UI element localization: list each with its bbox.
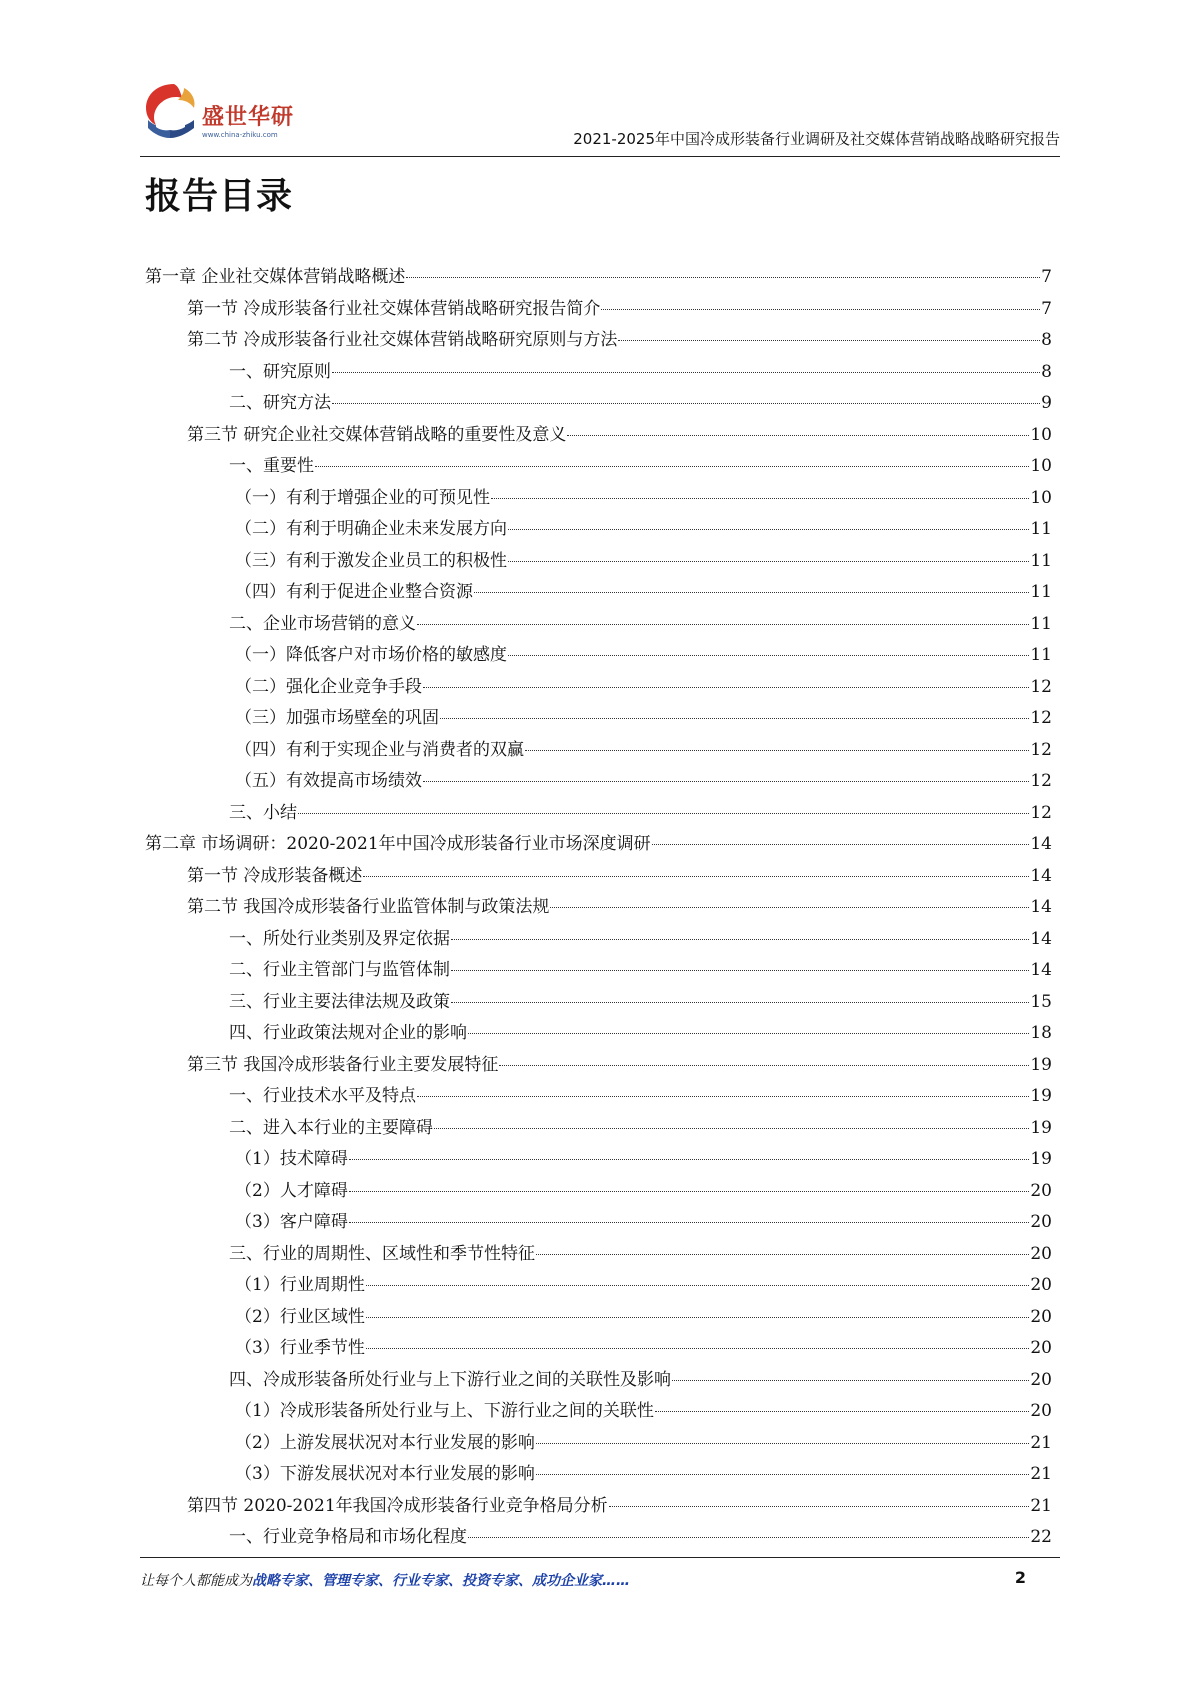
toc-entry-page: 7	[1041, 267, 1052, 287]
toc-entry-title: （三）加强市场壁垒的巩固	[235, 708, 439, 728]
toc-entry-title: （3）行业季节性	[235, 1338, 365, 1358]
toc-dot-leader	[332, 372, 1040, 373]
toc-dot-leader	[468, 1537, 1029, 1538]
toc-entry-title: （一）有利于增强企业的可预见性	[235, 487, 490, 508]
toc-entry-page: 20	[1030, 1338, 1052, 1358]
toc-entry[interactable]	[145, 1333, 1052, 1365]
toc-dot-leader	[363, 876, 1029, 877]
toc-entry-page: 12	[1030, 676, 1052, 697]
toc-entry-page: 21	[1030, 1495, 1052, 1516]
toc-entry[interactable]	[145, 388, 1052, 420]
toc-entry-title: （3）下游发展状况对本行业发展的影响	[235, 1464, 535, 1484]
toc-entry-page: 20	[1030, 1369, 1052, 1390]
toc-entry-title: 第一章 企业社交媒体营销战略概述	[145, 267, 406, 287]
toc-dot-leader	[451, 1002, 1029, 1003]
toc-entry-page: 12	[1030, 708, 1052, 728]
toc-dot-leader	[499, 1065, 1029, 1066]
toc-entry-page: 20	[1030, 1243, 1052, 1264]
toc-dot-leader	[536, 1474, 1030, 1475]
logo-emblem-icon	[140, 78, 204, 144]
toc-entry[interactable]	[145, 1522, 1052, 1554]
toc-entry-page: 11	[1030, 519, 1052, 539]
toc-dot-leader	[451, 970, 1029, 971]
toc-entry-title: （3）客户障碍	[235, 1212, 348, 1232]
toc-entry-page: 21	[1030, 1432, 1052, 1453]
toc-entry-title: 四、行业政策法规对企业的影响	[229, 1023, 467, 1043]
toc-dot-leader	[601, 309, 1040, 310]
toc-dot-leader	[366, 1317, 1030, 1318]
toc-dot-leader	[366, 1285, 1030, 1286]
toc-entry[interactable]	[145, 262, 1052, 294]
toc-entry[interactable]	[145, 1018, 1052, 1050]
toc-entry-title: 一、重要性	[229, 456, 314, 476]
toc-dot-leader	[417, 624, 1029, 625]
toc-dot-leader	[609, 1506, 1030, 1507]
footer-divider	[140, 1557, 1060, 1558]
toc-entry[interactable]	[145, 1207, 1052, 1239]
toc-entry[interactable]	[145, 798, 1052, 830]
toc-entry[interactable]	[145, 987, 1052, 1019]
toc-entry-title: 第二节 我国冷成形装备行业监管体制与政策法规	[187, 897, 550, 917]
toc-dot-leader	[349, 1191, 1030, 1192]
toc-entry[interactable]	[145, 861, 1052, 893]
toc-entry-title: 第二节 冷成形装备行业社交媒体营销战略研究原则与方法	[187, 330, 618, 350]
toc-dot-leader	[423, 781, 1029, 782]
toc-entry-page: 20	[1030, 1275, 1052, 1295]
toc-entry-title: 二、研究方法	[229, 393, 331, 413]
toc-entry-title: 二、企业市场营销的意义	[229, 613, 416, 634]
toc-entry-title: （2）人才障碍	[235, 1180, 348, 1201]
toc-entry[interactable]	[145, 640, 1052, 672]
toc-entry[interactable]	[145, 1113, 1052, 1145]
logo-url: www.china-zhiku.com	[202, 131, 278, 139]
toc-dot-leader	[508, 561, 1029, 562]
toc-entry[interactable]	[145, 294, 1052, 326]
toc-entry[interactable]	[145, 1270, 1052, 1302]
logo-name: 盛世华研	[202, 105, 295, 130]
toc-entry-page: 14	[1030, 897, 1052, 917]
toc-entry-page: 14	[1030, 865, 1052, 886]
toc-dot-leader	[525, 750, 1029, 751]
toc-entry-page: 19	[1030, 1117, 1052, 1138]
toc-dot-leader	[315, 466, 1029, 467]
toc-entry-title: 第一节 冷成形装备概述	[187, 865, 363, 886]
toc-entry-title: 第三节 研究企业社交媒体营销战略的重要性及意义	[187, 424, 567, 445]
toc-entry[interactable]	[145, 735, 1052, 767]
toc-entry[interactable]	[145, 1050, 1052, 1082]
toc-dot-leader	[468, 1033, 1029, 1034]
toc-entry[interactable]	[145, 703, 1052, 735]
toc-dot-leader	[655, 1411, 1030, 1412]
toc-dot-leader	[298, 813, 1029, 814]
toc-entry-title: 三、行业主要法律法规及政策	[229, 991, 450, 1012]
toc-dot-leader	[672, 1380, 1029, 1381]
header-divider	[140, 156, 1060, 157]
toc-entry-title: 第四节 2020-2021年我国冷成形装备行业竞争格局分析	[187, 1495, 608, 1516]
toc-entry-title: （二）强化企业竞争手段	[235, 676, 422, 697]
toc-entry-title: （1）冷成形装备所处行业与上、下游行业之间的关联性	[235, 1401, 654, 1421]
toc-entry-title: （1）行业周期性	[235, 1275, 365, 1295]
toc-entry-page: 9	[1041, 393, 1052, 413]
page-number: 2	[1014, 1568, 1026, 1587]
toc-dot-leader	[451, 939, 1029, 940]
toc-entry[interactable]	[145, 955, 1052, 987]
toc-entry-title: 第一节 冷成形装备行业社交媒体营销战略研究报告简介	[187, 298, 601, 319]
toc-entry[interactable]	[145, 1302, 1052, 1334]
toc-entry-title: 二、行业主管部门与监管体制	[229, 960, 450, 980]
toc-dot-leader	[423, 687, 1029, 688]
toc-dot-leader	[508, 529, 1029, 530]
toc-entry-title: （五）有效提高市场绩效	[235, 771, 422, 791]
toc-dot-leader	[652, 844, 1030, 845]
toc-entry-page: 7	[1041, 298, 1052, 319]
toc-dot-leader	[618, 340, 1040, 341]
toc-dot-leader	[332, 403, 1040, 404]
toc-entry-page: 10	[1030, 456, 1052, 476]
page-header	[140, 78, 1060, 158]
toc-entry-page: 11	[1030, 645, 1052, 665]
toc-entry[interactable]	[145, 420, 1052, 452]
toc-entry-page: 10	[1030, 424, 1052, 445]
toc-entry[interactable]	[145, 577, 1052, 609]
report-title: 2021-2025年中国冷成形装备行业调研及社交媒体营销战略战略研究报告	[573, 130, 1060, 148]
footer-slogan	[140, 1570, 630, 1590]
toc-entry-title: 二、进入本行业的主要障碍	[229, 1117, 433, 1138]
toc-entry-title: 第二章 市场调研：2020-2021年中国冷成形装备行业市场深度调研	[145, 834, 651, 854]
toc-entry[interactable]	[145, 609, 1052, 641]
toc-entry-title: 四、冷成形装备所处行业与上下游行业之间的关联性及影响	[229, 1369, 671, 1390]
toc-entry-title: （一）降低客户对市场价格的敏感度	[235, 645, 507, 665]
toc-entry-title: （二）有利于明确企业未来发展方向	[235, 519, 507, 539]
company-logo	[140, 78, 320, 148]
toc-entry-title: 一、行业技术水平及特点	[229, 1086, 416, 1106]
toc-entry-title: （四）有利于实现企业与消费者的双赢	[235, 739, 524, 760]
toc-entry-title: （四）有利于促进企业整合资源	[235, 582, 473, 602]
toc-entry[interactable]	[145, 451, 1052, 483]
toc-entry-page: 18	[1030, 1023, 1052, 1043]
toc-entry[interactable]	[145, 1081, 1052, 1113]
toc-dot-leader	[536, 1254, 1029, 1255]
toc-entry[interactable]	[145, 514, 1052, 546]
toc-entry[interactable]	[145, 1491, 1052, 1523]
toc-dot-leader	[550, 907, 1029, 908]
toc-dot-leader	[491, 498, 1029, 499]
toc-entry[interactable]	[145, 1176, 1052, 1208]
toc-entry[interactable]	[145, 1396, 1052, 1428]
toc-entry-page: 20	[1030, 1180, 1052, 1201]
toc-dot-leader	[434, 1128, 1029, 1129]
toc-entry-title: （三）有利于激发企业员工的积极性	[235, 550, 507, 571]
toc-dot-leader	[474, 592, 1029, 593]
toc-entry-page: 21	[1030, 1464, 1052, 1484]
toc-dot-leader	[406, 277, 1040, 278]
toc-entry-page: 15	[1030, 991, 1052, 1012]
toc-entry-title: 一、所处行业类别及界定依据	[229, 928, 450, 949]
footer-slogan-prefix: 让每个人都能成为	[140, 1573, 252, 1589]
toc-entry[interactable]	[145, 546, 1052, 578]
toc-entry[interactable]	[145, 829, 1052, 861]
toc-dot-leader	[417, 1096, 1029, 1097]
toc-entry[interactable]	[145, 924, 1052, 956]
toc-entry[interactable]	[145, 1428, 1052, 1460]
toc-dot-leader	[349, 1222, 1030, 1223]
toc-entry-page: 19	[1030, 1086, 1052, 1106]
toc-entry-title: 三、行业的周期性、区域性和季节性特征	[229, 1243, 535, 1264]
toc-entry-title: 第三节 我国冷成形装备行业主要发展特征	[187, 1054, 499, 1075]
toc-entry-page: 10	[1030, 487, 1052, 508]
toc-entry[interactable]	[145, 1144, 1052, 1176]
toc-entry-page: 20	[1030, 1401, 1052, 1421]
toc-dot-leader	[366, 1348, 1030, 1349]
toc-entry-page: 12	[1030, 771, 1052, 791]
toc-entry[interactable]	[145, 766, 1052, 798]
toc-entry-title: 一、行业竞争格局和市场化程度	[229, 1527, 467, 1547]
toc-entry-page: 19	[1030, 1149, 1052, 1169]
toc-entry-page: 14	[1030, 960, 1052, 980]
toc-dot-leader	[349, 1159, 1030, 1160]
toc-entry-page: 11	[1030, 582, 1052, 602]
toc-entry[interactable]	[145, 1459, 1052, 1491]
toc-dot-leader	[536, 1443, 1030, 1444]
toc-entry[interactable]	[145, 892, 1052, 924]
toc-entry-page: 22	[1030, 1527, 1052, 1547]
toc-entry-title: （2）上游发展状况对本行业发展的影响	[235, 1432, 535, 1453]
table-of-contents	[145, 262, 1052, 1554]
toc-entry-page: 14	[1030, 928, 1052, 949]
toc-entry-page: 12	[1030, 802, 1052, 823]
footer-slogan-highlight: 战略专家、管理专家、行业专家、投资专家、成功企业家……	[252, 1573, 630, 1589]
toc-entry-page: 8	[1041, 330, 1052, 350]
toc-entry-title: （2）行业区域性	[235, 1306, 365, 1327]
toc-entry-title: 三、小结	[229, 802, 297, 823]
toc-entry-page: 14	[1030, 834, 1052, 854]
toc-entry-title: （1）技术障碍	[235, 1149, 348, 1169]
toc-entry-page: 12	[1030, 739, 1052, 760]
toc-dot-leader	[440, 718, 1029, 719]
toc-dot-leader	[567, 435, 1029, 436]
toc-entry-page: 20	[1030, 1212, 1052, 1232]
toc-dot-leader	[508, 655, 1029, 656]
toc-entry-title: 一、研究原则	[229, 361, 331, 382]
toc-entry[interactable]	[145, 357, 1052, 389]
toc-entry-page: 20	[1030, 1306, 1052, 1327]
toc-entry[interactable]	[145, 325, 1052, 357]
toc-entry-page: 19	[1030, 1054, 1052, 1075]
toc-entry[interactable]	[145, 1365, 1052, 1397]
toc-entry-page: 8	[1041, 361, 1052, 382]
toc-entry-page: 11	[1030, 613, 1052, 634]
toc-entry[interactable]	[145, 1239, 1052, 1271]
toc-entry[interactable]	[145, 672, 1052, 704]
toc-entry[interactable]	[145, 483, 1052, 515]
page-title: 报告目录	[145, 176, 294, 217]
toc-entry-page: 11	[1030, 550, 1052, 571]
